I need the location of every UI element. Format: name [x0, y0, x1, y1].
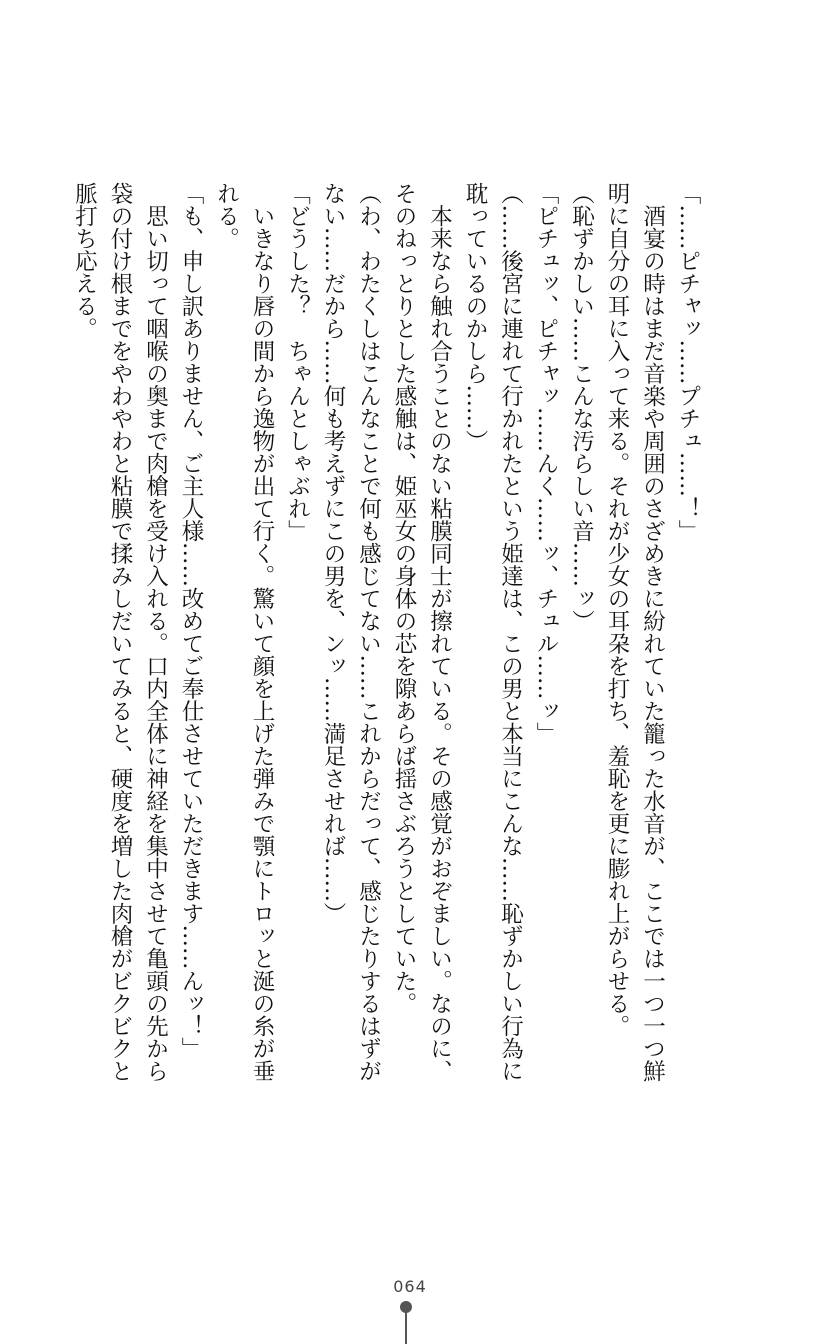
- text-line: （わ、わたくしはこんなことで何も感じてない……これからだって、感じたりするはずが: [355, 182, 382, 1082]
- text-line: 「……ピチャッ……プチュ……！」: [675, 182, 701, 542]
- text-line: 耽っているのかしら……）: [462, 182, 488, 452]
- text-line: 酒宴の時はまだ音楽や周囲のさざめきに紛れていた籠った水音が、ここでは一つ一つ鮮: [639, 182, 666, 1082]
- text-line: （……後宮に連れて行かれたという姫達は、この男と本当にこんな……恥ずかしい行為に: [497, 182, 524, 1082]
- text-line: 「ピチュッ、ピチャッ……んく……ッ、チュル……ッ」: [533, 182, 559, 745]
- text-line: そのねっとりとした感触は、姫巫女の身体の芯を隙あらば揺さぶろうとしていた。: [391, 182, 417, 1015]
- text-line: 脈打ち応える。: [71, 182, 98, 340]
- vertical-text-block: [71, 182, 705, 1122]
- text-line: ない……だから……何も考えずにこの男を、ンッ……満足させれば……）: [320, 182, 346, 925]
- text-line: 本来なら触れ合うことのない粘膜同士が擦れている。その感覚がおぞましい。なのに、: [426, 182, 453, 1082]
- text-line: 思い切って咽喉の奥まで肉槍を受け入れる。口内全体に神経を集中させて亀頭の先から: [142, 182, 169, 1082]
- text-line: 明に自分の耳に入って来る。それが少女の耳朶を打ち、羞恥を更に膨れ上がらせる。: [604, 182, 630, 1037]
- text-line: 袋の付け根までをやわやわと粘膜で揉みしだいてみると、硬度を増した肉槍がビクビクと: [107, 182, 133, 1082]
- page-marker: [400, 1301, 412, 1344]
- page-number: 064: [393, 1277, 427, 1296]
- text-line: いきなり唇の間から逸物が出て行く。驚いて顔を上げた弾みで顎にトロッと涎の糸が垂: [249, 182, 275, 1082]
- text-line: れる。: [213, 182, 240, 250]
- text-line: （恥ずかしい……こんな汚らしい音……ッ）: [568, 182, 595, 632]
- page-marker-line: [405, 1311, 407, 1344]
- text-line: 「どうした？ ちゃんとしゃぶれ」: [284, 182, 311, 542]
- text-line: 「も、申し訳ありません、ご主人様……改めてご奉仕させていただきます……んッ！」: [178, 182, 204, 1060]
